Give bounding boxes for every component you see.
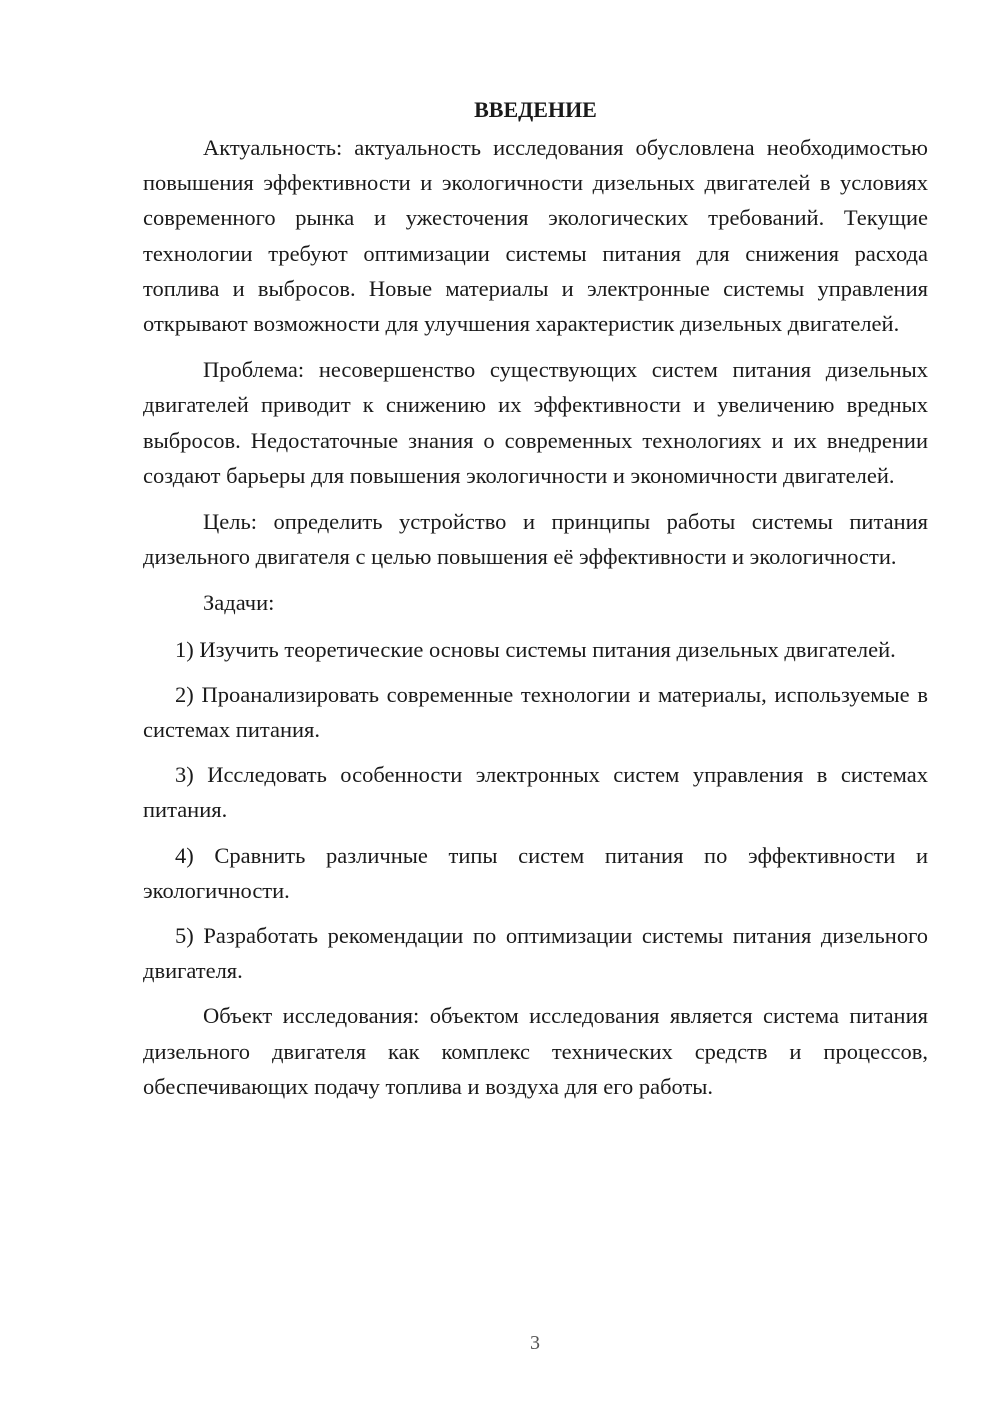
- task-item: 2) Проанализировать современные технологии и материалы, используемые в системах питания.: [143, 681, 928, 743]
- paragraph-goal: Цель: определить устройство и принципы работы системы питания дизельного двигателя с целью повышения её эффективности и экологичности.: [143, 509, 928, 570]
- document-body: [143, 92, 928, 1115]
- task-item: 1) Изучить теоретические основы системы питания дизельных двигателей.: [175, 636, 896, 662]
- paragraph-relevance: Актуальность: актуальность исследования обусловлена необходимостью повышения эффективности и экологичности дизельных двигателей в условиях современного рынка и ужесточения экологических требований. Текущие технологии требуют оптимизации системы питания для снижения расхода топлива и выбросов. Новые материалы и электронные системы управления открывают возможности для улучшения характеристик дизельных двигателей.: [143, 135, 928, 337]
- page-number: 3: [530, 1332, 540, 1354]
- section-heading: ВВЕДЕНИЕ: [474, 97, 597, 122]
- task-item: 3) Исследовать особенности электронных систем управления в системах питания.: [143, 762, 928, 823]
- tasks-label: Задачи:: [203, 590, 275, 616]
- task-item: 5) Разработать рекомендации по оптимизации системы питания дизельного двигателя.: [143, 923, 928, 984]
- paragraph-problem: Проблема: несовершенство существующих систем питания дизельных двигателей приводит к снижению их эффективности и увеличению вредных выбросов. Недостаточные знания о современных технологиях и их внедрении создают барьеры для повышения экологичности и экономичности двигателей.: [143, 357, 928, 488]
- task-item: 4) Сравнить различные типы систем питания по эффективности и экологичности.: [143, 842, 928, 903]
- paragraph-object: Объект исследования: объектом исследования является система питания дизельного двигателя как комплекс технических средств и процессов, обеспечивающих подачу топлива и воздуха для его работы.: [143, 1003, 928, 1099]
